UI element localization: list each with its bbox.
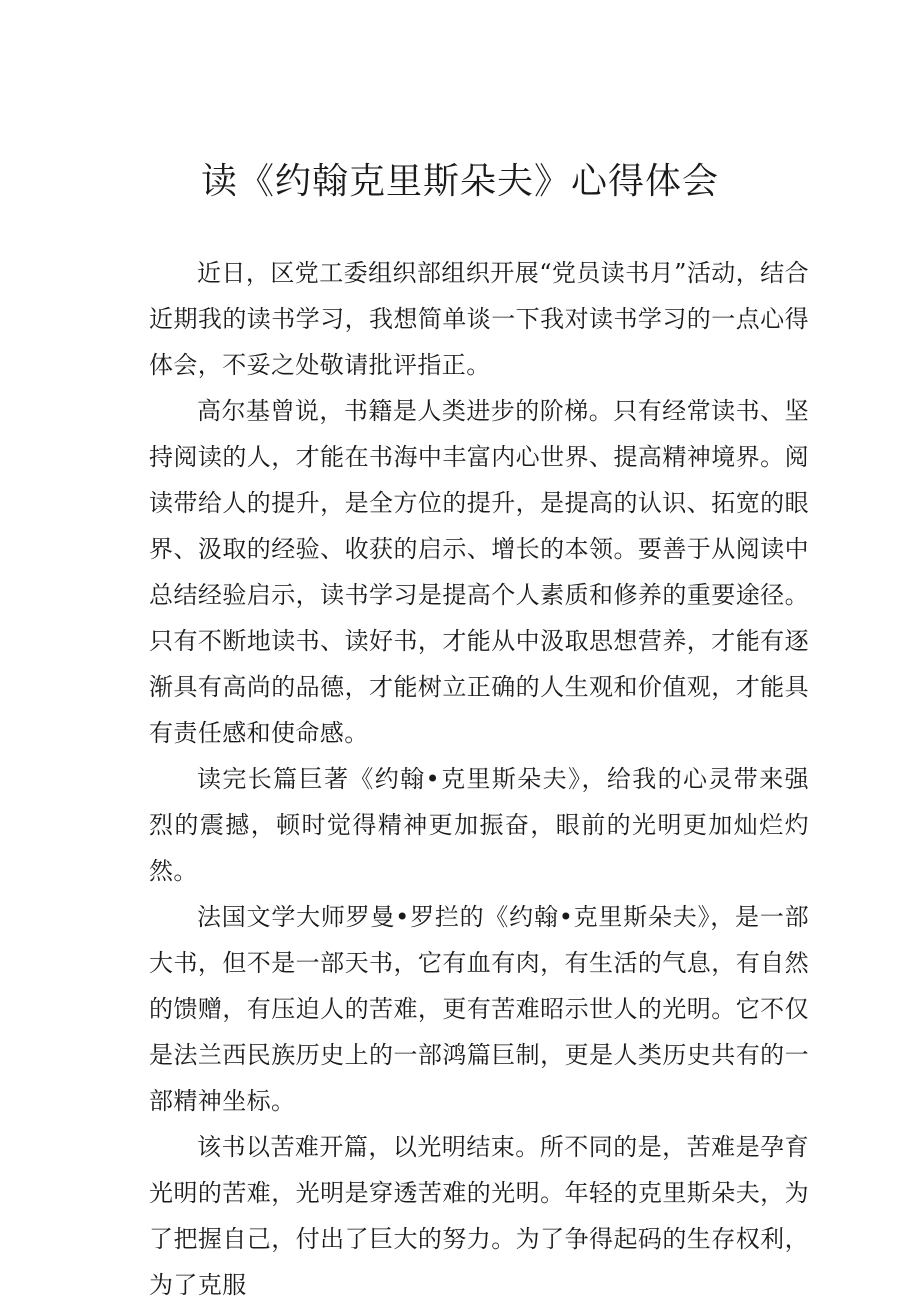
document-title: 读《约翰克里斯朵夫》心得体会 [200,161,719,202]
paragraph-1: 近日，区党工委组织部组织开展“党员读书月”活动，结合近期我的读书学习，我想简单谈一下我对读书学习的一点心得体会，不妥之处敬请批评指正。 [149,259,809,379]
document-body [149,250,809,1308]
paragraph-2: 高尔基曾说，书籍是人类进步的阶梯。只有经常读书、坚持阅读的人，才能在书海中丰富内心世界、提高精神境界。阅读带给人的提升，是全方位的提升，是提高的认识、拓宽的眼界、汲取的经验、收获的启示、增长的本领。要善于从阅读中总结经验启示，读书学习是提高个人素质和修养的重要途径。只有不断地读书、读好书，才能从中汲取思想营养，才能有逐渐具有高尚的品德，才能树立正确的人生观和价值观，才能具有责任感和使命感。 [149,397,809,747]
paragraph-3: 读完长篇巨著《约翰•克里斯朵夫》，给我的心灵带来强烈的震撼，顿时觉得精神更加振奋，眼前的光明更加灿烂灼然。 [149,765,809,885]
paragraph-4: 法国文学大师罗曼•罗拦的《约翰•克里斯朵夫》，是一部大书，但不是一部天书，它有血有肉，有生活的气息，有自然的馈赠，有压迫人的苦难，更有苦难昭示世人的光明。它不仅是法兰西民族历史上的一部鸿篇巨制，更是人类历史共有的一部精神坐标。 [149,903,809,1115]
paragraph-5: 该书以苦难开篇，以光明结束。所不同的是，苦难是孕育光明的苦难，光明是穿透苦难的光明。年轻的克里斯朵夫，为了把握自己，付出了巨大的努力。为了争得起码的生存权利，为了克服 [149,1133,809,1299]
